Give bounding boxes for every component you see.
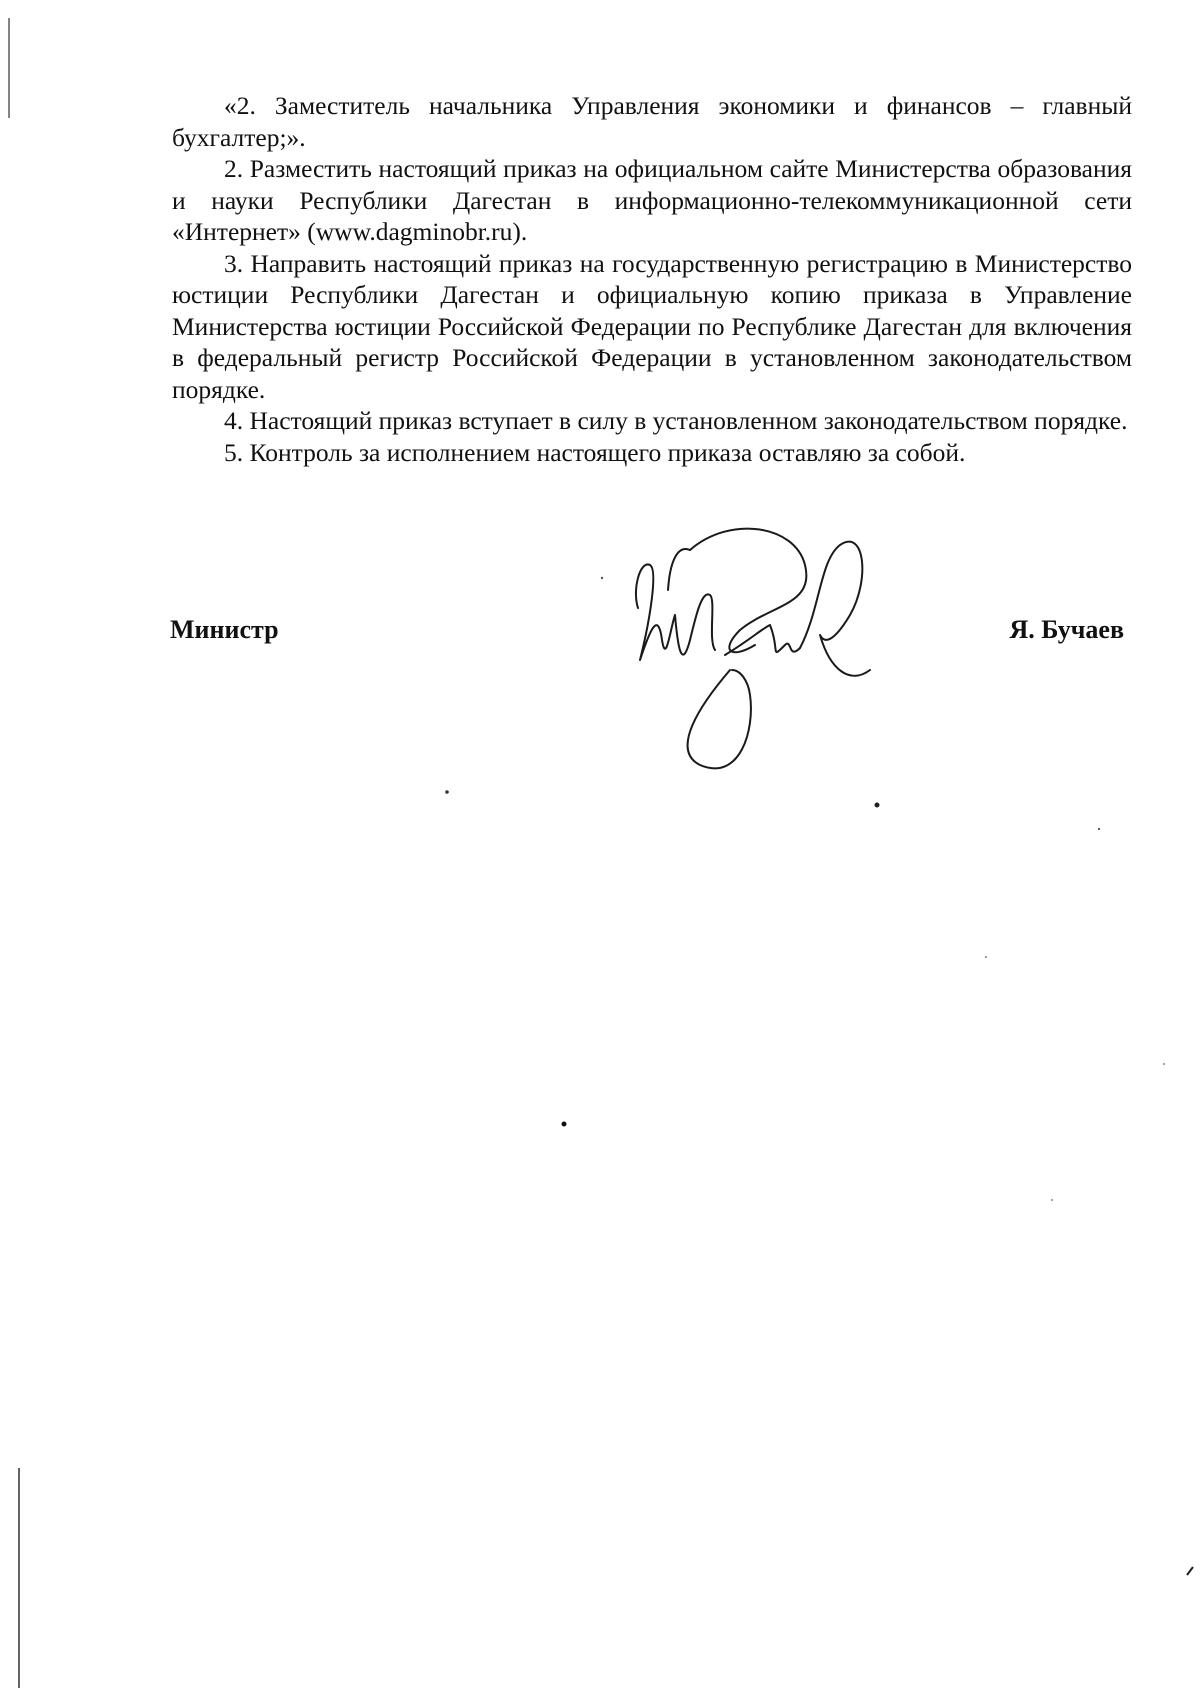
signatory-position: Министр: [170, 615, 279, 644]
paragraph-4: 4. Настоящий приказ вступает в силу в установленном законодательством порядке.: [224, 406, 1128, 435]
scan-speck: [985, 956, 987, 958]
paragraph-3: 3. Направить настоящий приказ на государственную регистрацию в Министерство юстиции Республики Дагестан и официальную копию приказа в Управление Министерства юстиции Российской Федерации по Республике Дагестан для включения в федеральный регистр Российской Федерации в установленном законодательством порядке.: [172, 248, 1132, 404]
scan-speck: [1163, 1063, 1165, 1065]
scan-speck: [562, 1122, 567, 1127]
paragraph-2: 2. Разместить настоящий приказ на официальном сайте Министерства образования и науки Республики Дагестан в информационно-телекоммуникационной сети «Интернет» (www.dagminobr.ru).: [172, 154, 1132, 246]
scan-speck: [445, 790, 449, 794]
scan-speck: [875, 803, 880, 808]
scan-speck: [1051, 1199, 1053, 1201]
paragraph-1: «2. Заместитель начальника Управления экономики и финансов – главный бухгалтер;».: [172, 91, 1132, 152]
scan-speck: [1098, 828, 1100, 830]
document-body: [172, 90, 1132, 468]
handwritten-signature: [620, 520, 920, 780]
scan-speck: [601, 577, 603, 579]
signatory-name: Я. Бучаев: [1009, 615, 1124, 644]
scan-speck-mark: [1187, 1567, 1193, 1575]
paragraph-5: 5. Контроль за исполнением настоящего приказа оставляю за собой.: [224, 437, 966, 467]
